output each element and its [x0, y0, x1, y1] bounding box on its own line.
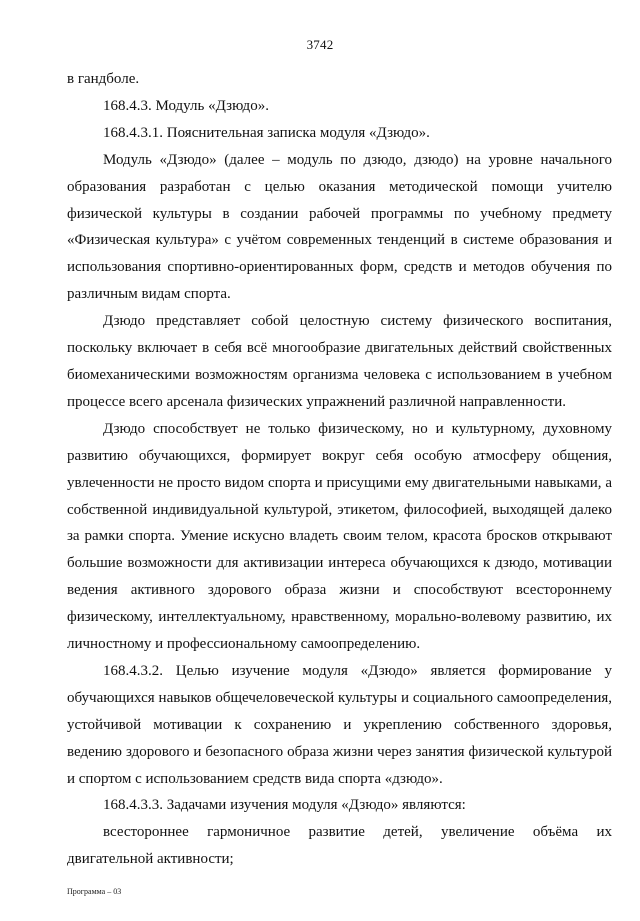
section-heading-explanatory-note: 168.4.3.1. Пояснительная записка модуля «Дзюдо».	[103, 124, 430, 141]
paragraph-tasks-heading: 168.4.3.3. Задачами изучения модуля «Дзюдо» являются:	[103, 797, 466, 814]
paragraph-judo-benefits: Дзюдо способствует не только физическому, но и культурному, духовному развитию обучающихся, формирует вокруг себя особую атмосферу общения, увлеченности не просто видом спорта и присущими ему двигательными навыками, а собственной индивидуальной культурой, этикетом, философией, выходящей далеко за рамки спорта. Умение искусно владеть своим телом, красота бросков открывают большие возможности для активизации интереса обучающихся к дзюдо, мотивации ведения активного здорового образа жизни и способствуют всестороннему физическому, интеллектуальному, нравственному, морально-волевому развитию, их личностному и профессиональному самоопределению.	[67, 420, 612, 653]
paragraph-module-intro: Модуль «Дзюдо» (далее – модуль по дзюдо, дзюдо) на уровне начального образования разработан с целью оказания методической помощи учителю физической культуры в создании рабочей программы по учебному предмету «Физическая культура» с учётом современных тенденций в системе образования и использования спортивно-ориентированных форм, средств и методов обучения по различным видам спорта.	[67, 151, 612, 303]
footer-label: Программа – 03	[67, 887, 122, 896]
document-body	[67, 66, 612, 873]
paragraph-judo-system: Дзюдо представляет собой целостную систему физического воспитания, поскольку включает в себя всё многообразие двигательных действий свойственных биомеханическими возможностям организма человека с использованием в учебном процессе всего арсенала физических упражнений различной направленности.	[67, 313, 612, 410]
page-number: 3742	[306, 37, 334, 52]
paragraph-continuation: в гандболе.	[67, 71, 140, 87]
paragraph-module-goal: 168.4.3.2. Целью изучение модуля «Дзюдо» является формирование у обучающихся навыков общечеловеческой культуры и социального самоопределения, устойчивой мотивации к сохранению и укреплению собственного здоровья, ведению здорового и безопасного образа жизни через занятия физической культурой и спортом с использованием средств вида спорта «дзюдо».	[67, 662, 612, 787]
section-heading-module: 168.4.3. Модуль «Дзюдо».	[103, 97, 269, 114]
paragraph-task-item: всестороннее гармоничное развитие детей, увеличение объёма их двигательной активности;	[67, 824, 612, 868]
